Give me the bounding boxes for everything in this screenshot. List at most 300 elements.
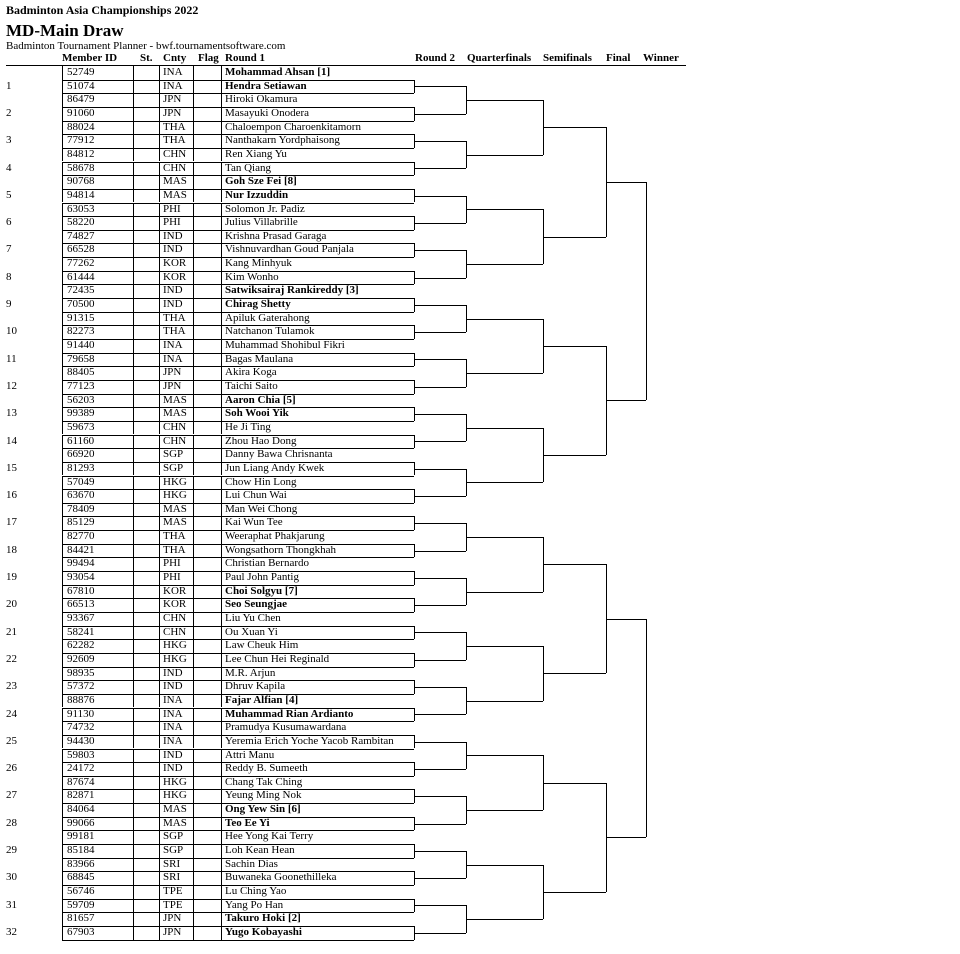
player-name: Chirag Shetty bbox=[225, 298, 291, 311]
player-member-id: 91315 bbox=[62, 312, 134, 326]
player-name: Vishnuvardhan Goud Panjala bbox=[225, 243, 354, 256]
bracket-hline bbox=[466, 155, 543, 156]
bracket-hline bbox=[414, 742, 466, 743]
row-separator bbox=[62, 926, 414, 927]
player-flag bbox=[194, 844, 222, 858]
row-separator bbox=[62, 298, 414, 299]
player-status bbox=[134, 366, 160, 380]
player-member-id: 84421 bbox=[62, 544, 134, 558]
player-row bbox=[6, 817, 686, 831]
player-country: IND bbox=[160, 298, 194, 312]
player-member-id: 66920 bbox=[62, 448, 134, 462]
column-header-round1: Round 1 bbox=[225, 52, 266, 64]
player-member-id: 77123 bbox=[62, 380, 134, 394]
player-status bbox=[134, 162, 160, 176]
player-flag bbox=[194, 885, 222, 899]
player-row bbox=[6, 653, 686, 667]
bracket-hline bbox=[466, 865, 543, 866]
seed-number: 30 bbox=[6, 871, 17, 884]
player-country: KOR bbox=[160, 271, 194, 285]
player-country: THA bbox=[160, 544, 194, 558]
player-country: INA bbox=[160, 66, 194, 80]
player-member-id: 77262 bbox=[62, 257, 134, 271]
player-name: Muhammad Shohibul Fikri bbox=[225, 339, 345, 351]
row-separator bbox=[62, 216, 414, 217]
player-row bbox=[6, 489, 686, 503]
bracket-hline bbox=[414, 605, 466, 606]
player-country: JPN bbox=[160, 912, 194, 926]
player-name: Liu Yu Chen bbox=[225, 612, 281, 624]
bracket-hline bbox=[466, 264, 543, 265]
player-member-id: 52749 bbox=[62, 66, 134, 80]
player-row bbox=[6, 257, 686, 271]
player-row bbox=[6, 366, 686, 380]
player-name: Fajar Alfian [4] bbox=[225, 693, 299, 706]
player-country: MAS bbox=[160, 516, 194, 530]
bracket-hline bbox=[414, 687, 466, 688]
seed-number: 17 bbox=[6, 516, 17, 529]
player-status bbox=[134, 612, 160, 626]
player-member-id: 88876 bbox=[62, 694, 134, 708]
player-country: TPE bbox=[160, 899, 194, 913]
player-row bbox=[6, 80, 686, 94]
player-country: PHI bbox=[160, 557, 194, 571]
player-status bbox=[134, 598, 160, 612]
player-member-id: 91440 bbox=[62, 339, 134, 353]
bracket-hline bbox=[543, 346, 606, 347]
player-member-id: 82770 bbox=[62, 530, 134, 544]
player-name: Dhruv Kapila bbox=[225, 680, 286, 693]
player-member-id: 78409 bbox=[62, 503, 134, 517]
player-status bbox=[134, 339, 160, 353]
bracket-hline bbox=[466, 919, 543, 920]
player-status bbox=[134, 516, 160, 530]
player-member-id: 93054 bbox=[62, 571, 134, 585]
player-name: Jun Liang Andy Kwek bbox=[225, 461, 325, 474]
player-row bbox=[6, 626, 686, 640]
player-name: Goh Sze Fei [8] bbox=[225, 175, 297, 188]
player-country: HKG bbox=[160, 489, 194, 503]
bracket-vline bbox=[646, 182, 647, 400]
player-member-id: 91130 bbox=[62, 708, 134, 722]
player-flag bbox=[194, 721, 222, 735]
bracket-hline bbox=[414, 332, 466, 333]
row-separator bbox=[62, 516, 414, 517]
player-status bbox=[134, 394, 160, 408]
seed-number: 24 bbox=[6, 707, 17, 720]
player-country: INA bbox=[160, 721, 194, 735]
player-member-id: 74827 bbox=[62, 230, 134, 244]
player-flag bbox=[194, 462, 222, 476]
player-row bbox=[6, 899, 686, 913]
player-country: HKG bbox=[160, 776, 194, 790]
player-member-id: 88024 bbox=[62, 121, 134, 135]
player-row bbox=[6, 93, 686, 107]
row-separator bbox=[62, 762, 414, 763]
seed-number: 6 bbox=[6, 216, 12, 229]
player-country: SGP bbox=[160, 830, 194, 844]
player-member-id: 84812 bbox=[62, 148, 134, 162]
player-row bbox=[6, 503, 686, 517]
player-row bbox=[6, 516, 686, 530]
bracket-hline bbox=[543, 783, 606, 784]
seed-number: 8 bbox=[6, 270, 12, 283]
player-status bbox=[134, 639, 160, 653]
player-country: CHN bbox=[160, 148, 194, 162]
bracket-hline bbox=[414, 441, 466, 442]
player-flag bbox=[194, 284, 222, 298]
row-separator bbox=[62, 80, 414, 81]
player-flag bbox=[194, 134, 222, 148]
player-status bbox=[134, 312, 160, 326]
player-flag bbox=[194, 585, 222, 599]
bracket-hline bbox=[414, 278, 466, 279]
player-member-id: 24172 bbox=[62, 762, 134, 776]
player-flag bbox=[194, 107, 222, 121]
seed-number: 2 bbox=[6, 106, 12, 119]
player-name: Choi Solgyu [7] bbox=[225, 584, 298, 597]
player-flag bbox=[194, 708, 222, 722]
column-header-quarterfinals: Quarterfinals bbox=[467, 52, 532, 64]
player-flag bbox=[194, 516, 222, 530]
player-country: PHI bbox=[160, 571, 194, 585]
player-row bbox=[6, 639, 686, 653]
player-country: HKG bbox=[160, 789, 194, 803]
player-country: JPN bbox=[160, 366, 194, 380]
player-row bbox=[6, 871, 686, 885]
player-country: SGP bbox=[160, 448, 194, 462]
page-title: MD-Main Draw bbox=[6, 21, 124, 40]
player-flag bbox=[194, 243, 222, 257]
bracket-hline bbox=[414, 469, 466, 470]
player-country: INA bbox=[160, 80, 194, 94]
player-member-id: 93367 bbox=[62, 612, 134, 626]
player-flag bbox=[194, 175, 222, 189]
player-name: Krishna Prasad Garaga bbox=[225, 229, 327, 242]
bracket-hline bbox=[414, 141, 466, 142]
bracket-hline bbox=[414, 359, 466, 360]
row-separator bbox=[62, 243, 414, 244]
bracket-hline bbox=[543, 127, 606, 128]
player-member-id: 90768 bbox=[62, 175, 134, 189]
player-status bbox=[134, 476, 160, 490]
player-flag bbox=[194, 762, 222, 776]
player-country: THA bbox=[160, 530, 194, 544]
player-status bbox=[134, 243, 160, 257]
row-separator bbox=[62, 789, 414, 790]
player-status bbox=[134, 121, 160, 135]
player-member-id: 63053 bbox=[62, 203, 134, 217]
row-separator bbox=[62, 353, 414, 354]
player-flag bbox=[194, 557, 222, 571]
row-separator bbox=[62, 871, 414, 872]
player-status bbox=[134, 435, 160, 449]
player-status bbox=[134, 926, 160, 940]
player-row bbox=[6, 585, 686, 599]
player-country: CHN bbox=[160, 162, 194, 176]
player-row bbox=[6, 735, 686, 749]
row-separator bbox=[62, 162, 414, 163]
player-member-id: 58220 bbox=[62, 216, 134, 230]
player-member-id: 66528 bbox=[62, 243, 134, 257]
seed-number: 15 bbox=[6, 461, 17, 474]
player-flag bbox=[194, 817, 222, 831]
player-member-id: 92609 bbox=[62, 653, 134, 667]
player-name: Nanthakarn Yordphaisong bbox=[225, 134, 340, 147]
player-status bbox=[134, 448, 160, 462]
player-flag bbox=[194, 230, 222, 244]
player-name: Hendra Setiawan bbox=[225, 79, 307, 92]
player-flag bbox=[194, 830, 222, 844]
player-flag bbox=[194, 503, 222, 517]
bracket-hline bbox=[414, 578, 466, 579]
player-flag bbox=[194, 203, 222, 217]
bracket-hline bbox=[466, 373, 543, 374]
row-separator bbox=[62, 817, 414, 818]
bracket-hline bbox=[466, 701, 543, 702]
player-member-id: 94430 bbox=[62, 735, 134, 749]
player-name: Nur Izzuddin bbox=[225, 188, 289, 201]
player-name: Muhammad Rian Ardianto bbox=[225, 707, 354, 720]
player-country: INA bbox=[160, 708, 194, 722]
seed-number: 19 bbox=[6, 571, 17, 584]
player-status bbox=[134, 912, 160, 926]
player-flag bbox=[194, 899, 222, 913]
player-member-id: 56203 bbox=[62, 394, 134, 408]
player-row bbox=[6, 830, 686, 844]
bracket-hline bbox=[414, 933, 466, 934]
player-name: Kai Wun Tee bbox=[225, 516, 283, 529]
row-separator bbox=[62, 708, 414, 709]
player-row bbox=[6, 571, 686, 585]
player-country: JPN bbox=[160, 926, 194, 940]
bracket-hline bbox=[466, 537, 543, 538]
player-name: Yang Po Han bbox=[225, 898, 284, 911]
player-member-id: 57049 bbox=[62, 476, 134, 490]
player-flag bbox=[194, 394, 222, 408]
seed-number: 31 bbox=[6, 898, 17, 911]
player-status bbox=[134, 557, 160, 571]
player-country: MAS bbox=[160, 189, 194, 203]
player-row bbox=[6, 162, 686, 176]
player-row bbox=[6, 203, 686, 217]
player-country: CHN bbox=[160, 612, 194, 626]
player-name: Lui Chun Wai bbox=[225, 489, 287, 502]
player-member-id: 98935 bbox=[62, 667, 134, 681]
player-flag bbox=[194, 312, 222, 326]
player-flag bbox=[194, 121, 222, 135]
player-status bbox=[134, 284, 160, 298]
player-name: Taichi Saito bbox=[225, 379, 278, 392]
player-country: SGP bbox=[160, 844, 194, 858]
player-name: Ou Xuan Yi bbox=[225, 625, 278, 638]
seed-number: 9 bbox=[6, 298, 12, 311]
player-name: Natchanon Tulamok bbox=[225, 325, 315, 338]
player-status bbox=[134, 789, 160, 803]
player-flag bbox=[194, 162, 222, 176]
player-member-id: 87674 bbox=[62, 776, 134, 790]
player-member-id: 62282 bbox=[62, 639, 134, 653]
seed-number: 12 bbox=[6, 379, 17, 392]
player-name: Chaloempon Charoenkitamorn bbox=[225, 120, 361, 133]
player-row bbox=[6, 803, 686, 817]
player-name: Christian Bernardo bbox=[225, 557, 310, 570]
row-separator bbox=[62, 899, 414, 900]
player-country: SGP bbox=[160, 462, 194, 476]
player-flag bbox=[194, 639, 222, 653]
player-country: JPN bbox=[160, 107, 194, 121]
player-name: Masayuki Onodera bbox=[225, 106, 310, 119]
player-name: Hiroki Okamura bbox=[225, 93, 298, 106]
player-name: Bagas Maulana bbox=[225, 352, 294, 365]
bracket-hline bbox=[414, 114, 466, 115]
row-separator bbox=[62, 735, 414, 736]
bracket-hline bbox=[543, 564, 606, 565]
bracket-hline bbox=[606, 837, 646, 838]
player-status bbox=[134, 134, 160, 148]
player-member-id: 67810 bbox=[62, 585, 134, 599]
player-status bbox=[134, 216, 160, 230]
player-name: He Ji Ting bbox=[225, 420, 271, 433]
player-member-id: 66513 bbox=[62, 598, 134, 612]
player-member-id: 59803 bbox=[62, 749, 134, 763]
player-flag bbox=[194, 926, 222, 940]
seed-number: 18 bbox=[6, 543, 17, 556]
player-name: Kim Wonho bbox=[225, 270, 279, 283]
player-flag bbox=[194, 407, 222, 421]
player-flag bbox=[194, 667, 222, 681]
row-separator bbox=[62, 462, 414, 463]
player-country: MAS bbox=[160, 175, 194, 189]
player-country: CHN bbox=[160, 435, 194, 449]
bracket-hline bbox=[414, 387, 466, 388]
player-row bbox=[6, 312, 686, 326]
player-country: KOR bbox=[160, 585, 194, 599]
player-status bbox=[134, 626, 160, 640]
player-row bbox=[6, 134, 686, 148]
bracket-hline bbox=[414, 660, 466, 661]
player-member-id: 88405 bbox=[62, 366, 134, 380]
player-member-id: 81657 bbox=[62, 912, 134, 926]
player-member-id: 72435 bbox=[62, 284, 134, 298]
player-status bbox=[134, 735, 160, 749]
player-status bbox=[134, 380, 160, 394]
player-name: Zhou Hao Dong bbox=[225, 434, 297, 447]
seed-number: 13 bbox=[6, 407, 17, 420]
player-name: Soh Wooi Yik bbox=[225, 407, 289, 420]
player-name: Yeremia Erich Yoche Yacob Rambitan bbox=[225, 734, 394, 747]
player-flag bbox=[194, 257, 222, 271]
player-flag bbox=[194, 216, 222, 230]
row-separator bbox=[62, 407, 414, 408]
player-country: IND bbox=[160, 230, 194, 244]
player-status bbox=[134, 544, 160, 558]
player-status bbox=[134, 803, 160, 817]
column-header-member-id: Member ID bbox=[62, 52, 118, 64]
player-row bbox=[6, 189, 686, 203]
player-status bbox=[134, 257, 160, 271]
player-country: MAS bbox=[160, 407, 194, 421]
bracket-hline bbox=[414, 714, 466, 715]
player-name: Hee Yong Kai Terry bbox=[225, 830, 314, 843]
player-name: Law Cheuk Him bbox=[225, 639, 299, 652]
player-status bbox=[134, 421, 160, 435]
bracket-hline bbox=[466, 646, 543, 647]
player-status bbox=[134, 66, 160, 80]
player-name: Paul John Pantig bbox=[225, 571, 299, 584]
bracket-hline bbox=[606, 400, 646, 401]
row-separator bbox=[62, 653, 414, 654]
player-member-id: 85129 bbox=[62, 516, 134, 530]
bracket-hline bbox=[414, 196, 466, 197]
player-flag bbox=[194, 544, 222, 558]
player-name: Satwiksairaj Rankireddy [3] bbox=[225, 284, 359, 297]
player-member-id: 99494 bbox=[62, 557, 134, 571]
seed-number: 28 bbox=[6, 816, 17, 829]
player-status bbox=[134, 80, 160, 94]
player-status bbox=[134, 817, 160, 831]
player-name: M.R. Arjun bbox=[225, 666, 276, 679]
player-flag bbox=[194, 448, 222, 462]
seed-number: 4 bbox=[6, 161, 12, 174]
seed-number: 16 bbox=[6, 489, 17, 502]
row-separator bbox=[62, 680, 414, 681]
player-status bbox=[134, 762, 160, 776]
player-flag bbox=[194, 912, 222, 926]
player-country: CHN bbox=[160, 626, 194, 640]
seed-number: 29 bbox=[6, 844, 17, 857]
bracket-hline bbox=[414, 769, 466, 770]
player-country: INA bbox=[160, 339, 194, 353]
player-status bbox=[134, 148, 160, 162]
player-flag bbox=[194, 271, 222, 285]
player-member-id: 82871 bbox=[62, 789, 134, 803]
player-member-id: 86479 bbox=[62, 93, 134, 107]
column-header-st: St. bbox=[140, 52, 153, 64]
player-country: HKG bbox=[160, 476, 194, 490]
player-flag bbox=[194, 489, 222, 503]
player-row bbox=[6, 789, 686, 803]
player-country: HKG bbox=[160, 653, 194, 667]
player-status bbox=[134, 721, 160, 735]
player-member-id: 63670 bbox=[62, 489, 134, 503]
player-member-id: 59673 bbox=[62, 421, 134, 435]
player-member-id: 58241 bbox=[62, 626, 134, 640]
row-separator bbox=[62, 544, 414, 545]
player-name: Teo Ee Yi bbox=[225, 816, 270, 829]
player-status bbox=[134, 93, 160, 107]
player-member-id: 85184 bbox=[62, 844, 134, 858]
player-country: IND bbox=[160, 680, 194, 694]
player-status bbox=[134, 680, 160, 694]
player-row bbox=[6, 680, 686, 694]
player-member-id: 82273 bbox=[62, 325, 134, 339]
player-flag bbox=[194, 339, 222, 353]
player-member-id: 59709 bbox=[62, 899, 134, 913]
player-name: Kang Minhyuk bbox=[225, 257, 292, 270]
player-country: THA bbox=[160, 121, 194, 135]
player-name: Pramudya Kusumawardana bbox=[225, 721, 347, 734]
player-flag bbox=[194, 776, 222, 790]
player-status bbox=[134, 749, 160, 763]
player-name: Lu Ching Yao bbox=[225, 885, 287, 897]
bracket-hline bbox=[414, 632, 466, 633]
bracket-hline bbox=[543, 455, 606, 456]
bracket-hline bbox=[414, 223, 466, 224]
player-country: INA bbox=[160, 735, 194, 749]
seed-number: 20 bbox=[6, 598, 17, 611]
player-flag bbox=[194, 325, 222, 339]
